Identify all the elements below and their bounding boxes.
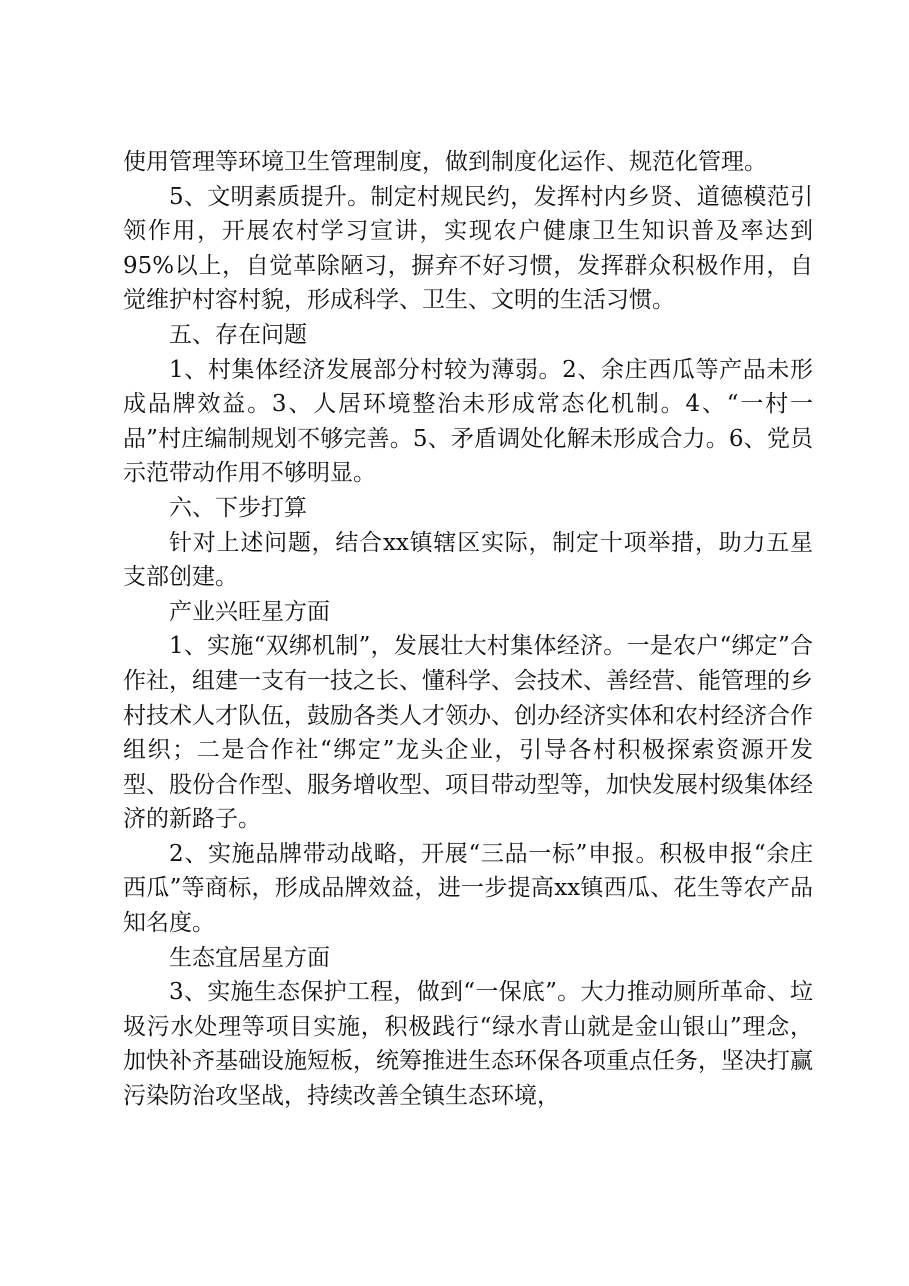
subheading-ecology: 生态宜居星方面 (169, 944, 330, 971)
heading-existing-problems: 五、存在问题 (169, 321, 307, 348)
paragraph-brand-strategy: 2、实施品牌带动战略，开展“三品一标”申报。积极申报“余庄西瓜”等商标，形成品牌效益，进一步提高xx镇西瓜、花生等农产品知名度。 (123, 840, 813, 937)
paragraph-civilization: 5、文明素质提升。制定村规民约，发挥村内乡贤、道德模范引领作用，开展农村学习宣讲，实现农户健康卫生知识普及率达到95%以上，自觉革除陋习，摒弃不好习惯，发挥群众积极作用，自觉维护村容村貌，形成科学、卫生、文明的生活习惯。 (123, 183, 813, 314)
paragraph-problems-list: 1、村集体经济发展部分村较为薄弱。2、余庄西瓜等产品未形成品牌效益。3、人居环境整治未形成常态化机制。4、“一村一品”村庄编制规划不够完善。5、矛盾调处化解未形成合力。6、党员示范带动作用不够明显。 (123, 356, 813, 487)
subheading-industry: 产业兴旺星方面 (169, 598, 330, 625)
paragraph-measures-intro: 针对上述问题，结合xx镇辖区实际，制定十项举措，助力五星支部创建。 (123, 529, 813, 591)
paragraph-continuation: 使用管理等环境卫生管理制度，做到制度化运作、规范化管理。 (123, 149, 767, 175)
heading-next-plan: 六、下步打算 (169, 494, 307, 521)
paragraph-ecology-protection: 3、实施生态保护工程，做到“一保底”。大力推动厕所革命、垃圾污水处理等项目实施，积极践行“绿水青山就是金山银山”理念，加快补齐基础设施短板，统筹推进生态环保各项重点任务，坚决打赢污染防治攻坚战，持续改善全镇生态环境， (123, 979, 813, 1110)
paragraph-dual-binding: 1、实施“双绑机制”，发展壮大村集体经济。一是农户“绑定”合作社，组建一支有一技之长、懂科学、会技术、善经营、能管理的乡村技术人才队伍，鼓励各类人才领办、创办经济实体和农村经济合作组织；二是合作社“绑定”龙头企业，引导各村积极探索资源开发型、股份合作型、服务增收型、项目带动型等，加快发展村级集体经济的新路子。 (123, 633, 813, 833)
document-body (123, 145, 813, 1114)
